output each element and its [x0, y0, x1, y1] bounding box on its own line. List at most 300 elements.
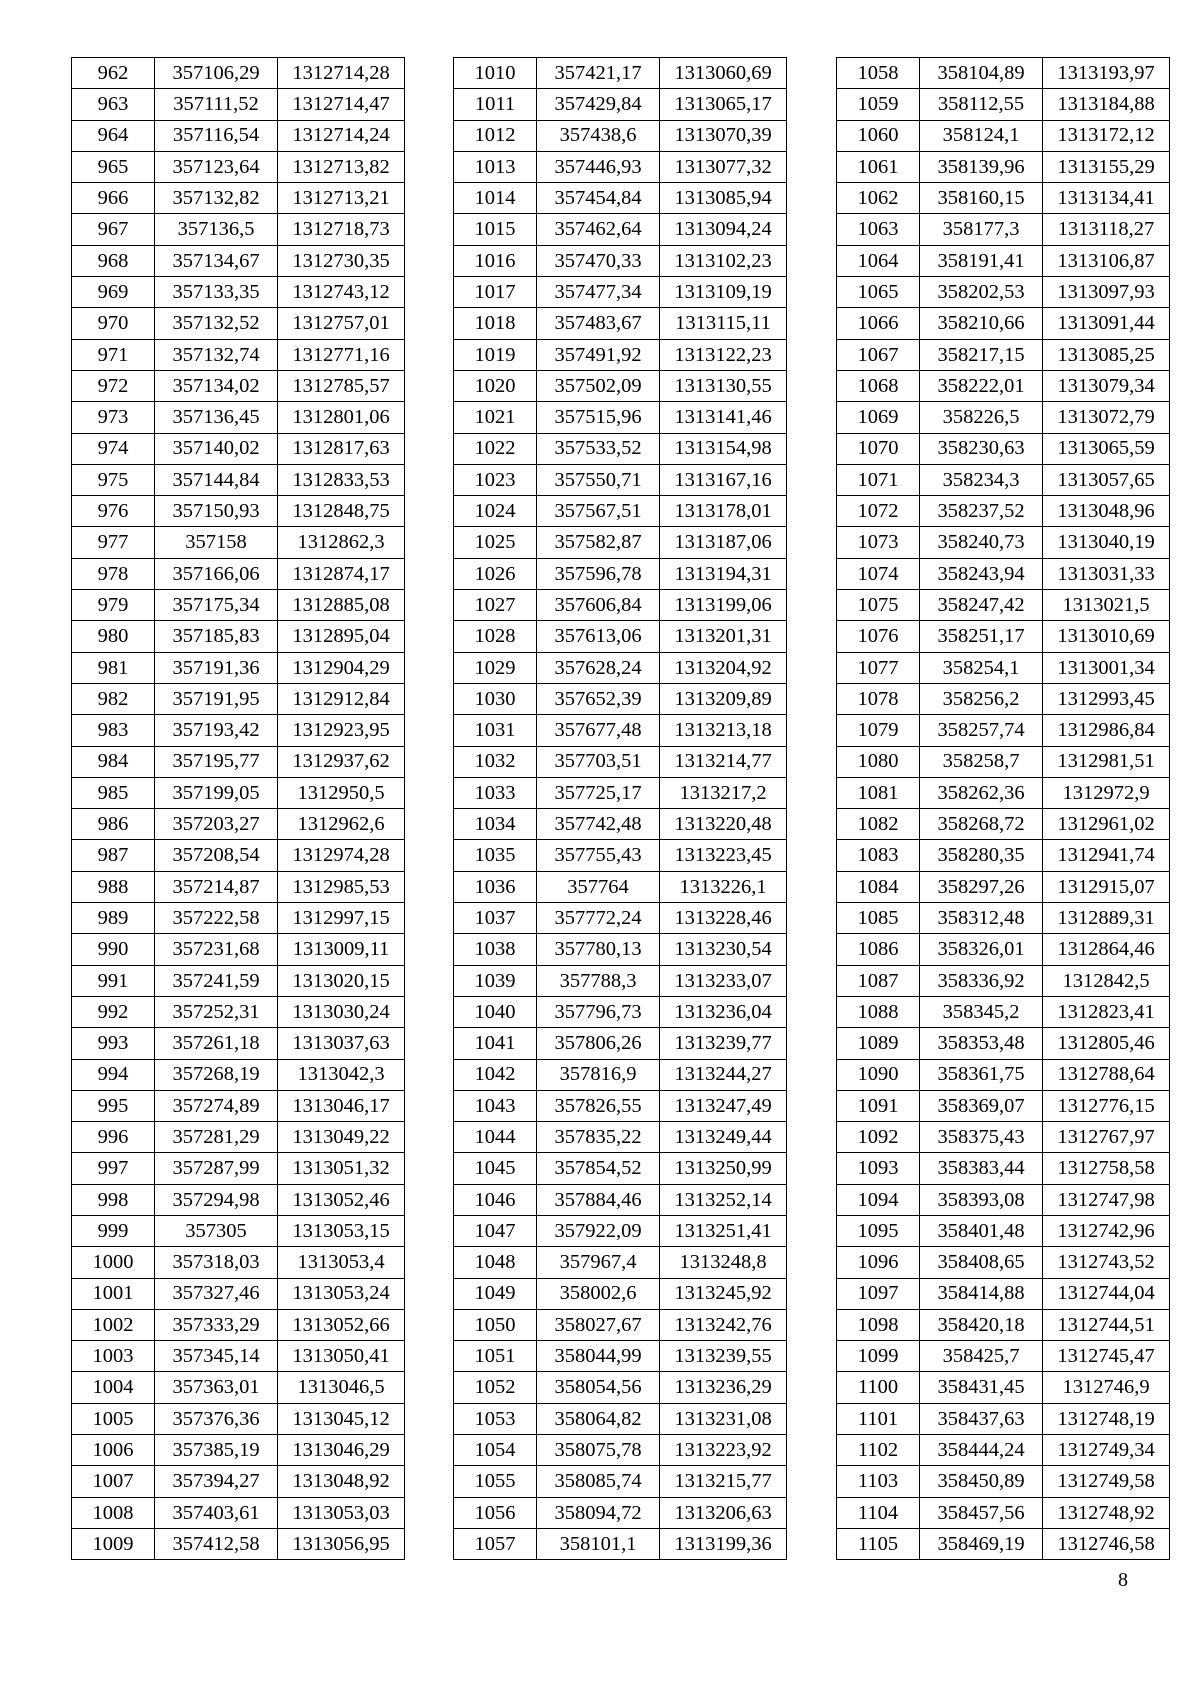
point-number-cell: 1059 — [837, 89, 920, 120]
point-number-cell: 1054 — [454, 1435, 537, 1466]
y-coordinate-cell: 1313030,24 — [278, 996, 405, 1027]
x-coordinate-cell: 357363,01 — [155, 1372, 278, 1403]
table-row — [454, 621, 787, 652]
point-number-cell: 976 — [72, 496, 155, 527]
point-number-cell: 968 — [72, 245, 155, 276]
table-row — [72, 1028, 405, 1059]
x-coordinate-cell: 358336,92 — [920, 965, 1043, 996]
table-row — [454, 965, 787, 996]
point-number-cell: 1001 — [72, 1278, 155, 1309]
y-coordinate-cell: 1313141,46 — [660, 402, 787, 433]
table-row — [837, 934, 1170, 965]
table-row — [837, 527, 1170, 558]
table-row — [837, 370, 1170, 401]
y-coordinate-cell: 1313231,08 — [660, 1403, 787, 1434]
point-number-cell: 1090 — [837, 1059, 920, 1090]
table-row — [454, 1278, 787, 1309]
x-coordinate-cell: 357613,06 — [537, 621, 660, 652]
y-coordinate-cell: 1312771,16 — [278, 339, 405, 370]
y-coordinate-cell: 1313091,44 — [1043, 308, 1170, 339]
table-row — [837, 871, 1170, 902]
point-number-cell: 1055 — [454, 1466, 537, 1497]
point-number-cell: 992 — [72, 996, 155, 1027]
x-coordinate-cell: 357166,06 — [155, 558, 278, 589]
point-number-cell: 1061 — [837, 151, 920, 182]
point-number-cell: 1084 — [837, 871, 920, 902]
table-row — [72, 715, 405, 746]
table-row — [454, 339, 787, 370]
y-coordinate-cell: 1313072,79 — [1043, 402, 1170, 433]
y-coordinate-cell: 1313206,63 — [660, 1497, 787, 1528]
table-row — [837, 1122, 1170, 1153]
table-row — [72, 151, 405, 182]
x-coordinate-cell: 357806,26 — [537, 1028, 660, 1059]
table-row — [72, 558, 405, 589]
x-coordinate-cell: 357305 — [155, 1215, 278, 1246]
x-coordinate-cell: 357345,14 — [155, 1341, 278, 1372]
table-row — [837, 402, 1170, 433]
x-coordinate-cell: 357150,93 — [155, 496, 278, 527]
table-row — [837, 1184, 1170, 1215]
table-row — [454, 1403, 787, 1434]
table-row — [72, 871, 405, 902]
table-row — [454, 1059, 787, 1090]
table-row — [837, 621, 1170, 652]
y-coordinate-cell: 1313199,06 — [660, 590, 787, 621]
y-coordinate-cell: 1313085,94 — [660, 183, 787, 214]
table-row — [72, 1497, 405, 1528]
y-coordinate-cell: 1312747,98 — [1043, 1184, 1170, 1215]
table-row — [454, 652, 787, 683]
x-coordinate-cell: 358234,3 — [920, 464, 1043, 495]
x-coordinate-cell: 358262,36 — [920, 777, 1043, 808]
table-row — [72, 777, 405, 808]
y-coordinate-cell: 1312915,07 — [1043, 871, 1170, 902]
point-number-cell: 985 — [72, 777, 155, 808]
point-number-cell: 978 — [72, 558, 155, 589]
table-row — [837, 777, 1170, 808]
point-number-cell: 1045 — [454, 1153, 537, 1184]
y-coordinate-cell: 1313102,23 — [660, 245, 787, 276]
x-coordinate-cell: 357725,17 — [537, 777, 660, 808]
table-row — [72, 308, 405, 339]
x-coordinate-cell: 358222,01 — [920, 370, 1043, 401]
table-row — [454, 1341, 787, 1372]
x-coordinate-cell: 357327,46 — [155, 1278, 278, 1309]
x-coordinate-cell: 358361,75 — [920, 1059, 1043, 1090]
y-coordinate-cell: 1312749,58 — [1043, 1466, 1170, 1497]
y-coordinate-cell: 1312742,96 — [1043, 1215, 1170, 1246]
x-coordinate-cell: 357502,09 — [537, 370, 660, 401]
table-row — [837, 590, 1170, 621]
x-coordinate-cell: 358431,45 — [920, 1372, 1043, 1403]
point-number-cell: 1009 — [72, 1528, 155, 1559]
x-coordinate-cell: 358054,56 — [537, 1372, 660, 1403]
y-coordinate-cell: 1312993,45 — [1043, 683, 1170, 714]
table-row — [72, 402, 405, 433]
point-number-cell: 1056 — [454, 1497, 537, 1528]
y-coordinate-cell: 1312713,82 — [278, 151, 405, 182]
y-coordinate-cell: 1312757,01 — [278, 308, 405, 339]
x-coordinate-cell: 357755,43 — [537, 840, 660, 871]
point-number-cell: 1079 — [837, 715, 920, 746]
y-coordinate-cell: 1313247,49 — [660, 1090, 787, 1121]
point-number-cell: 1062 — [837, 183, 920, 214]
table-row — [837, 339, 1170, 370]
point-number-cell: 1093 — [837, 1153, 920, 1184]
x-coordinate-cell: 357133,35 — [155, 277, 278, 308]
point-number-cell: 1070 — [837, 433, 920, 464]
y-coordinate-cell: 1312749,34 — [1043, 1435, 1170, 1466]
table-row — [454, 840, 787, 871]
y-coordinate-cell: 1313209,89 — [660, 683, 787, 714]
point-number-cell: 1071 — [837, 464, 920, 495]
point-number-cell: 1015 — [454, 214, 537, 245]
y-coordinate-cell: 1313226,1 — [660, 871, 787, 902]
point-number-cell: 1032 — [454, 746, 537, 777]
x-coordinate-cell: 358268,72 — [920, 809, 1043, 840]
x-coordinate-cell: 358177,3 — [920, 214, 1043, 245]
point-number-cell: 972 — [72, 370, 155, 401]
x-coordinate-cell: 357191,36 — [155, 652, 278, 683]
coordinate-table-2 — [453, 57, 787, 1560]
x-coordinate-cell: 357780,13 — [537, 934, 660, 965]
x-coordinate-cell: 358064,82 — [537, 1403, 660, 1434]
x-coordinate-cell: 358044,99 — [537, 1341, 660, 1372]
table-row — [454, 1466, 787, 1497]
point-number-cell: 1085 — [837, 903, 920, 934]
point-number-cell: 1028 — [454, 621, 537, 652]
table-row — [454, 1435, 787, 1466]
table-row — [454, 934, 787, 965]
x-coordinate-cell: 357515,96 — [537, 402, 660, 433]
table-row — [72, 496, 405, 527]
x-coordinate-cell: 357144,84 — [155, 464, 278, 495]
point-number-cell: 1095 — [837, 1215, 920, 1246]
x-coordinate-cell: 358160,15 — [920, 183, 1043, 214]
table-row — [72, 277, 405, 308]
table-row — [72, 89, 405, 120]
y-coordinate-cell: 1313178,01 — [660, 496, 787, 527]
table-row — [454, 746, 787, 777]
x-coordinate-cell: 357550,71 — [537, 464, 660, 495]
y-coordinate-cell: 1312713,21 — [278, 183, 405, 214]
y-coordinate-cell: 1313236,04 — [660, 996, 787, 1027]
table-row — [837, 1341, 1170, 1372]
table-row — [837, 1466, 1170, 1497]
y-coordinate-cell: 1313199,36 — [660, 1528, 787, 1559]
point-number-cell: 1019 — [454, 339, 537, 370]
table-row — [837, 89, 1170, 120]
table-row — [72, 683, 405, 714]
y-coordinate-cell: 1313194,31 — [660, 558, 787, 589]
x-coordinate-cell: 357385,19 — [155, 1435, 278, 1466]
x-coordinate-cell: 357491,92 — [537, 339, 660, 370]
x-coordinate-cell: 357742,48 — [537, 809, 660, 840]
x-coordinate-cell: 358280,35 — [920, 840, 1043, 871]
table-row — [454, 903, 787, 934]
point-number-cell: 995 — [72, 1090, 155, 1121]
table-row — [454, 58, 787, 89]
y-coordinate-cell: 1313048,92 — [278, 1466, 405, 1497]
point-number-cell: 979 — [72, 590, 155, 621]
y-coordinate-cell: 1313094,24 — [660, 214, 787, 245]
x-coordinate-cell: 358237,52 — [920, 496, 1043, 527]
point-number-cell: 1007 — [72, 1466, 155, 1497]
y-coordinate-cell: 1313172,12 — [1043, 120, 1170, 151]
table-row — [454, 1247, 787, 1278]
y-coordinate-cell: 1313184,88 — [1043, 89, 1170, 120]
table-row — [72, 652, 405, 683]
x-coordinate-cell: 358450,89 — [920, 1466, 1043, 1497]
x-coordinate-cell: 358457,56 — [920, 1497, 1043, 1528]
x-coordinate-cell: 358345,2 — [920, 996, 1043, 1027]
x-coordinate-cell: 357470,33 — [537, 245, 660, 276]
point-number-cell: 1081 — [837, 777, 920, 808]
point-number-cell: 1052 — [454, 1372, 537, 1403]
table-row — [837, 1153, 1170, 1184]
y-coordinate-cell: 1313239,77 — [660, 1028, 787, 1059]
y-coordinate-cell: 1313009,11 — [278, 934, 405, 965]
x-coordinate-cell: 358226,5 — [920, 402, 1043, 433]
x-coordinate-cell: 357222,58 — [155, 903, 278, 934]
table-row — [72, 245, 405, 276]
y-coordinate-cell: 1312748,92 — [1043, 1497, 1170, 1528]
x-coordinate-cell: 358104,89 — [920, 58, 1043, 89]
point-number-cell: 993 — [72, 1028, 155, 1059]
x-coordinate-cell: 357477,34 — [537, 277, 660, 308]
point-number-cell: 964 — [72, 120, 155, 151]
x-coordinate-cell: 358075,78 — [537, 1435, 660, 1466]
point-number-cell: 987 — [72, 840, 155, 871]
point-number-cell: 1068 — [837, 370, 920, 401]
table-row — [837, 1372, 1170, 1403]
y-coordinate-cell: 1313077,32 — [660, 151, 787, 182]
point-number-cell: 1072 — [837, 496, 920, 527]
y-coordinate-cell: 1313249,44 — [660, 1122, 787, 1153]
point-number-cell: 1105 — [837, 1528, 920, 1559]
point-number-cell: 1101 — [837, 1403, 920, 1434]
x-coordinate-cell: 357252,31 — [155, 996, 278, 1027]
point-number-cell: 1089 — [837, 1028, 920, 1059]
table-row — [72, 934, 405, 965]
y-coordinate-cell: 1312981,51 — [1043, 746, 1170, 777]
y-coordinate-cell: 1312848,75 — [278, 496, 405, 527]
table-row — [837, 996, 1170, 1027]
x-coordinate-cell: 357136,45 — [155, 402, 278, 433]
table-row — [72, 903, 405, 934]
table-row — [454, 1372, 787, 1403]
x-coordinate-cell: 358420,18 — [920, 1309, 1043, 1340]
table-row — [72, 1372, 405, 1403]
table-row — [454, 809, 787, 840]
point-number-cell: 962 — [72, 58, 155, 89]
x-coordinate-cell: 357123,64 — [155, 151, 278, 182]
point-number-cell: 1042 — [454, 1059, 537, 1090]
table-row — [454, 590, 787, 621]
point-number-cell: 1021 — [454, 402, 537, 433]
point-number-cell: 1008 — [72, 1497, 155, 1528]
y-coordinate-cell: 1313201,31 — [660, 621, 787, 652]
table-row — [454, 1153, 787, 1184]
point-number-cell: 1041 — [454, 1028, 537, 1059]
table-row — [454, 558, 787, 589]
point-number-cell: 1053 — [454, 1403, 537, 1434]
table-row — [837, 809, 1170, 840]
x-coordinate-cell: 357214,87 — [155, 871, 278, 902]
y-coordinate-cell: 1313204,92 — [660, 652, 787, 683]
y-coordinate-cell: 1312767,97 — [1043, 1122, 1170, 1153]
point-number-cell: 1058 — [837, 58, 920, 89]
table-row — [72, 621, 405, 652]
point-number-cell: 1000 — [72, 1247, 155, 1278]
table-row — [837, 1528, 1170, 1559]
y-coordinate-cell: 1312758,58 — [1043, 1153, 1170, 1184]
point-number-cell: 969 — [72, 277, 155, 308]
table-row — [454, 715, 787, 746]
table-row — [837, 683, 1170, 714]
x-coordinate-cell: 357132,52 — [155, 308, 278, 339]
table-row — [72, 464, 405, 495]
x-coordinate-cell: 357652,39 — [537, 683, 660, 714]
point-number-cell: 1006 — [72, 1435, 155, 1466]
point-number-cell: 1037 — [454, 903, 537, 934]
x-coordinate-cell: 358002,6 — [537, 1278, 660, 1309]
table-row — [837, 1435, 1170, 1466]
y-coordinate-cell: 1313060,69 — [660, 58, 787, 89]
y-coordinate-cell: 1313248,8 — [660, 1247, 787, 1278]
point-number-cell: 973 — [72, 402, 155, 433]
x-coordinate-cell: 358254,1 — [920, 652, 1043, 683]
y-coordinate-cell: 1312801,06 — [278, 402, 405, 433]
x-coordinate-cell: 357132,82 — [155, 183, 278, 214]
x-coordinate-cell: 357231,68 — [155, 934, 278, 965]
point-number-cell: 1098 — [837, 1309, 920, 1340]
point-number-cell: 1077 — [837, 652, 920, 683]
x-coordinate-cell: 358112,55 — [920, 89, 1043, 120]
table-row — [454, 1028, 787, 1059]
x-coordinate-cell: 357195,77 — [155, 746, 278, 777]
table-row — [837, 1028, 1170, 1059]
x-coordinate-cell: 357281,29 — [155, 1122, 278, 1153]
point-number-cell: 1016 — [454, 245, 537, 276]
point-number-cell: 983 — [72, 715, 155, 746]
x-coordinate-cell: 358312,48 — [920, 903, 1043, 934]
table-row — [837, 464, 1170, 495]
x-coordinate-cell: 358326,01 — [920, 934, 1043, 965]
x-coordinate-cell: 357446,93 — [537, 151, 660, 182]
y-coordinate-cell: 1313154,98 — [660, 433, 787, 464]
table-row — [837, 1403, 1170, 1434]
y-coordinate-cell: 1313236,29 — [660, 1372, 787, 1403]
x-coordinate-cell: 357294,98 — [155, 1184, 278, 1215]
x-coordinate-cell: 358383,44 — [920, 1153, 1043, 1184]
point-number-cell: 966 — [72, 183, 155, 214]
table-row — [72, 1435, 405, 1466]
table-row — [72, 370, 405, 401]
y-coordinate-cell: 1313037,63 — [278, 1028, 405, 1059]
y-coordinate-cell: 1312785,57 — [278, 370, 405, 401]
x-coordinate-cell: 357134,02 — [155, 370, 278, 401]
y-coordinate-cell: 1313244,27 — [660, 1059, 787, 1090]
y-coordinate-cell: 1313085,25 — [1043, 339, 1170, 370]
table-row — [454, 464, 787, 495]
point-number-cell: 1012 — [454, 120, 537, 151]
table-row — [837, 120, 1170, 151]
table-row — [72, 1403, 405, 1434]
x-coordinate-cell: 358124,1 — [920, 120, 1043, 151]
point-number-cell: 1025 — [454, 527, 537, 558]
point-number-cell: 989 — [72, 903, 155, 934]
x-coordinate-cell: 357438,6 — [537, 120, 660, 151]
table-row — [72, 809, 405, 840]
point-number-cell: 1069 — [837, 402, 920, 433]
x-coordinate-cell: 357333,29 — [155, 1309, 278, 1340]
table-row — [72, 433, 405, 464]
point-number-cell: 1031 — [454, 715, 537, 746]
y-coordinate-cell: 1313250,99 — [660, 1153, 787, 1184]
x-coordinate-cell: 357788,3 — [537, 965, 660, 996]
point-number-cell: 1040 — [454, 996, 537, 1027]
x-coordinate-cell: 357454,84 — [537, 183, 660, 214]
y-coordinate-cell: 1313057,65 — [1043, 464, 1170, 495]
y-coordinate-cell: 1312941,74 — [1043, 840, 1170, 871]
y-coordinate-cell: 1312895,04 — [278, 621, 405, 652]
point-number-cell: 1091 — [837, 1090, 920, 1121]
y-coordinate-cell: 1312776,15 — [1043, 1090, 1170, 1121]
table-row — [454, 1090, 787, 1121]
point-number-cell: 1020 — [454, 370, 537, 401]
x-coordinate-cell: 357772,24 — [537, 903, 660, 934]
point-number-cell: 986 — [72, 809, 155, 840]
y-coordinate-cell: 1312904,29 — [278, 652, 405, 683]
point-number-cell: 1027 — [454, 590, 537, 621]
y-coordinate-cell: 1312950,5 — [278, 777, 405, 808]
table-row — [837, 151, 1170, 182]
table-row — [837, 277, 1170, 308]
x-coordinate-cell: 358210,66 — [920, 308, 1043, 339]
x-coordinate-cell: 357193,42 — [155, 715, 278, 746]
y-coordinate-cell: 1312805,46 — [1043, 1028, 1170, 1059]
y-coordinate-cell: 1313050,41 — [278, 1341, 405, 1372]
y-coordinate-cell: 1312817,63 — [278, 433, 405, 464]
table-row — [72, 1341, 405, 1372]
x-coordinate-cell: 358414,88 — [920, 1278, 1043, 1309]
point-number-cell: 1024 — [454, 496, 537, 527]
y-coordinate-cell: 1313213,18 — [660, 715, 787, 746]
x-coordinate-cell: 357268,19 — [155, 1059, 278, 1090]
x-coordinate-cell: 358247,42 — [920, 590, 1043, 621]
y-coordinate-cell: 1312745,47 — [1043, 1341, 1170, 1372]
y-coordinate-cell: 1313051,32 — [278, 1153, 405, 1184]
point-number-cell: 1087 — [837, 965, 920, 996]
x-coordinate-cell: 358353,48 — [920, 1028, 1043, 1059]
point-number-cell: 1002 — [72, 1309, 155, 1340]
table-row — [72, 1184, 405, 1215]
point-number-cell: 1075 — [837, 590, 920, 621]
y-coordinate-cell: 1312748,19 — [1043, 1403, 1170, 1434]
y-coordinate-cell: 1313065,59 — [1043, 433, 1170, 464]
x-coordinate-cell: 358202,53 — [920, 277, 1043, 308]
y-coordinate-cell: 1313214,77 — [660, 746, 787, 777]
x-coordinate-cell: 357922,09 — [537, 1215, 660, 1246]
x-coordinate-cell: 357764 — [537, 871, 660, 902]
table-row — [72, 1278, 405, 1309]
x-coordinate-cell: 358027,67 — [537, 1309, 660, 1340]
table-row — [454, 245, 787, 276]
point-number-cell: 1082 — [837, 809, 920, 840]
y-coordinate-cell: 1312714,24 — [278, 120, 405, 151]
